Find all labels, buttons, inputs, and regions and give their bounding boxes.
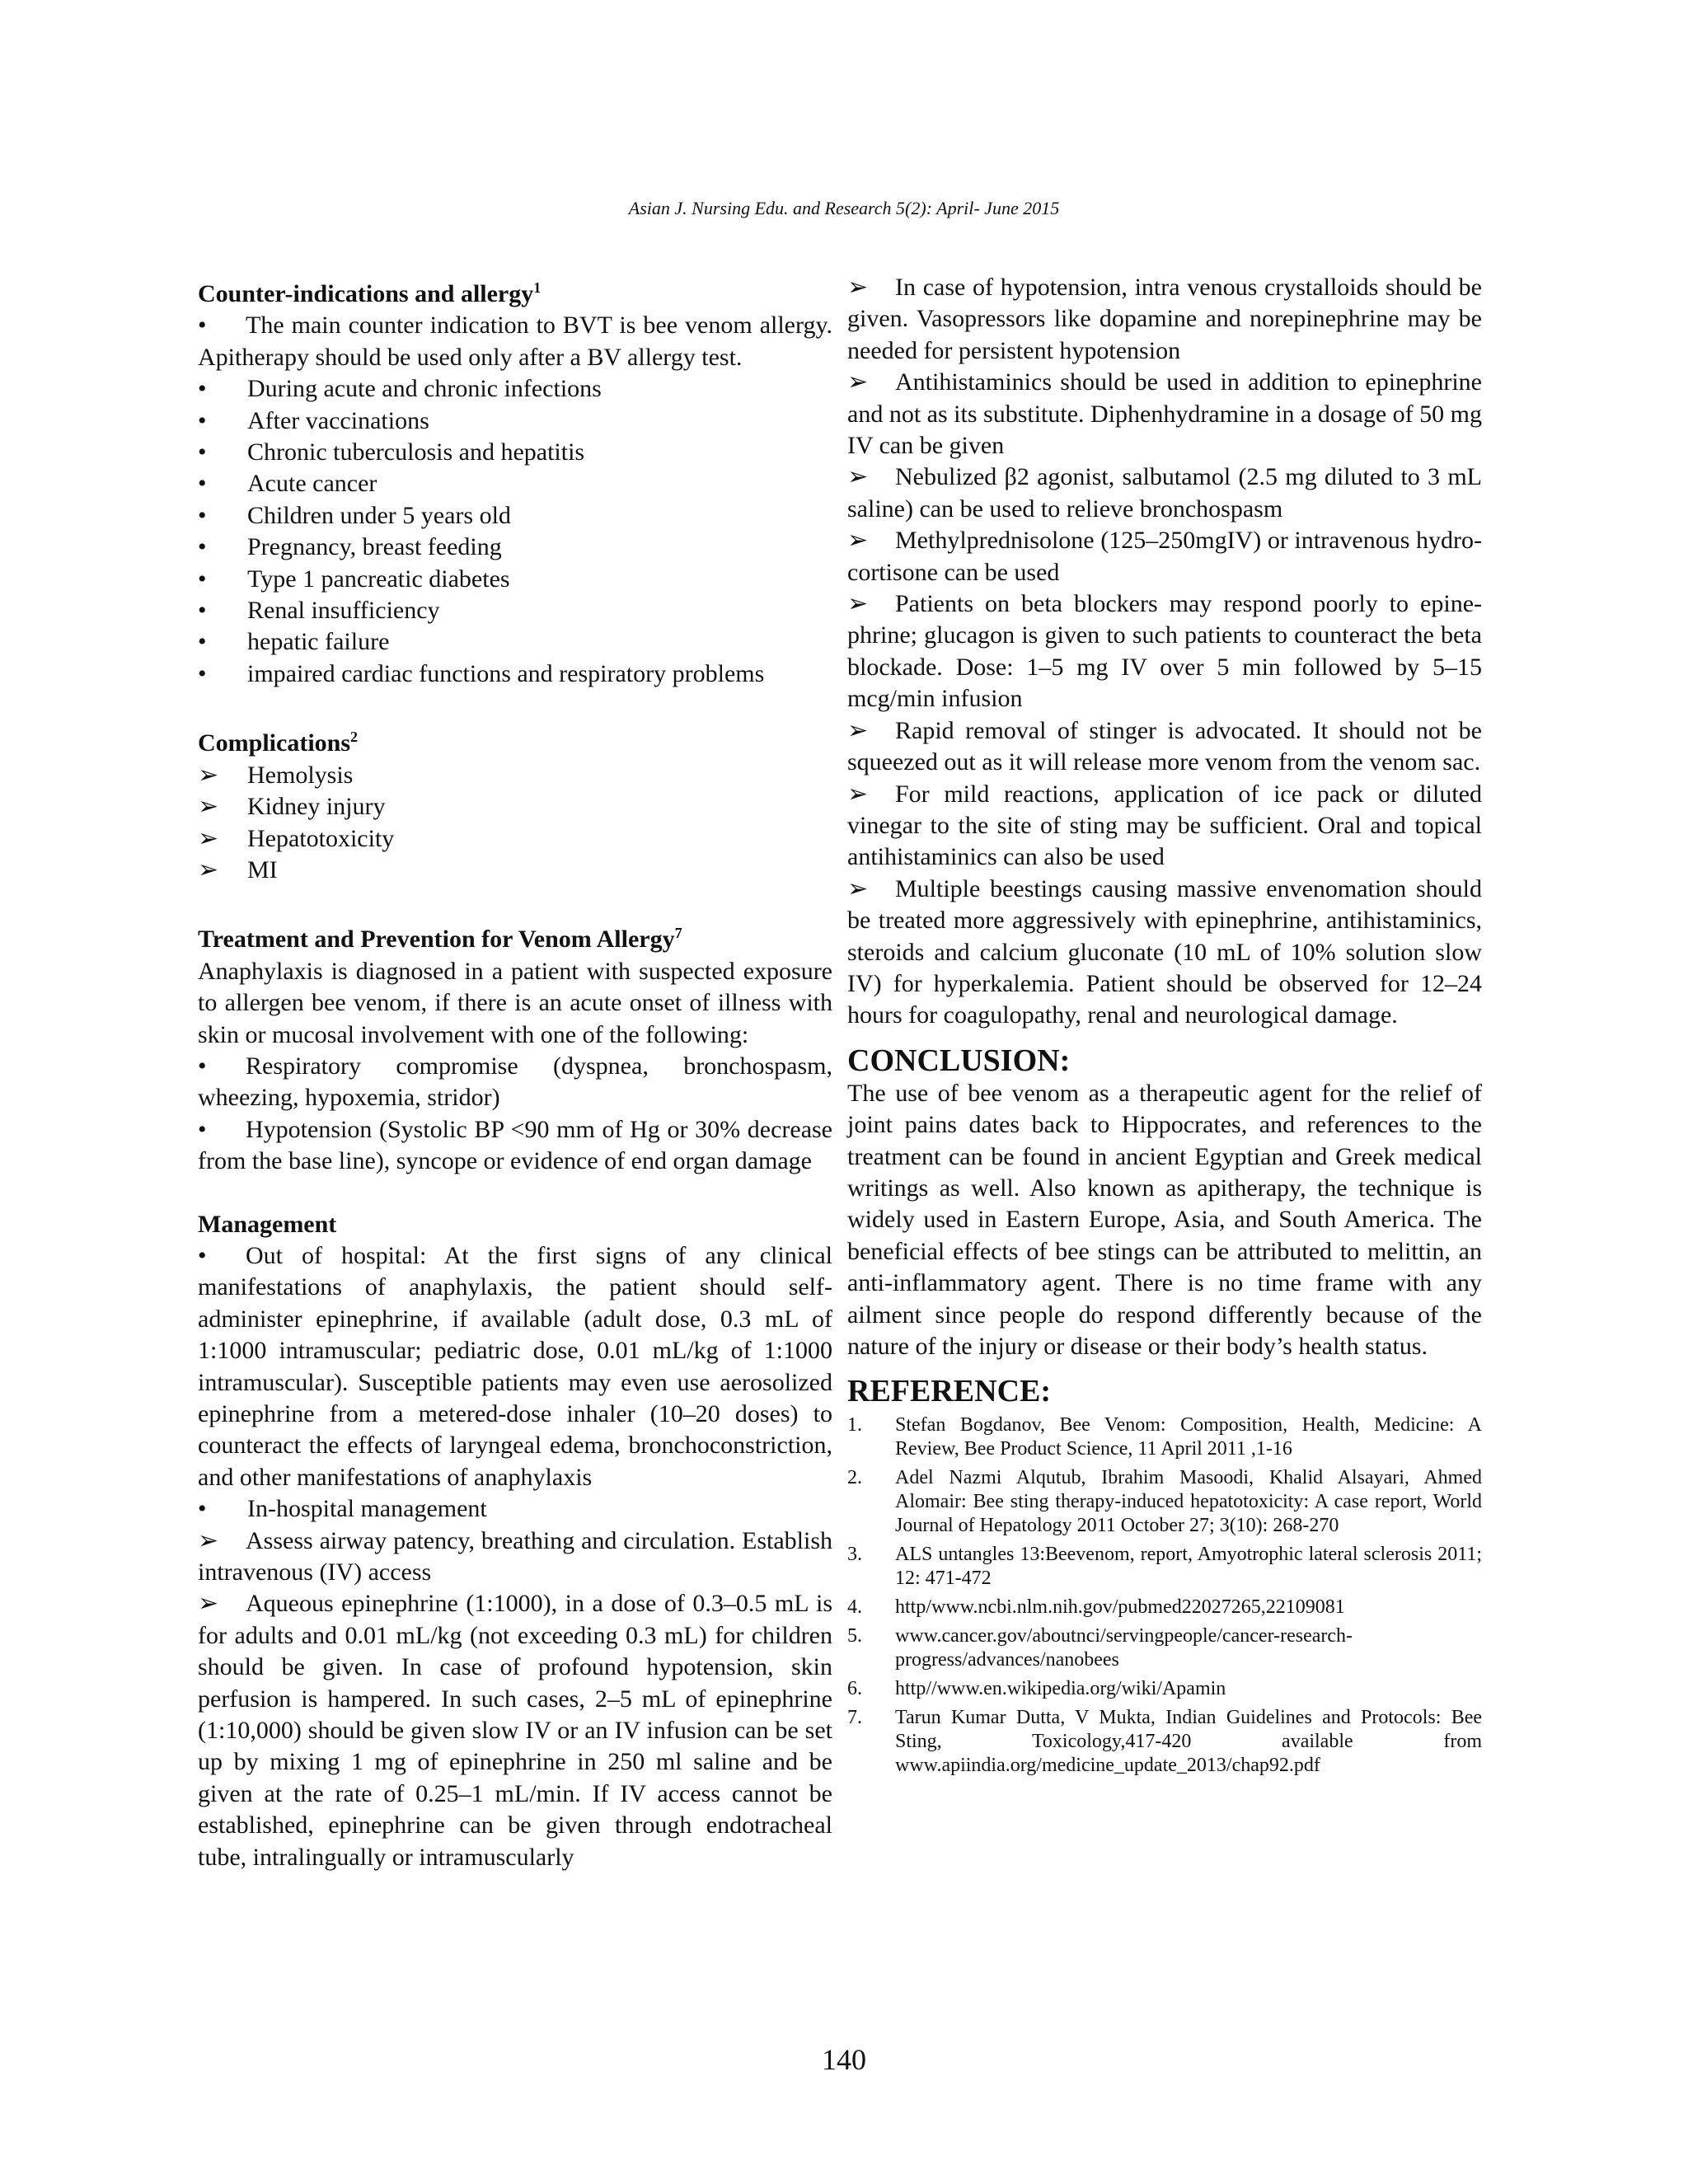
arrow-bullet-icon: ➢ [847,527,869,555]
management-item-steroids: ➢ Methylprednisolone (125–250mgIV) or intravenous hydro- cortisone can be used [847,527,1482,586]
arrow-bullet-icon: ➢ [198,1590,219,1618]
reference-item: 6. http//www.en.wikipedia.org/wiki/Apamin [847,1678,1226,1700]
footnote-marker: 7 [674,925,682,942]
right-column [847,272,1482,1783]
list-item: • During acute and chronic infections [198,373,832,405]
bullet-icon: • [198,501,207,529]
reference-item: 1. Stefan Bogdanov, Bee Venom: Composition, Health, Medicine: A Review, Bee Product Science, 11 April 2011 ,1-16 [847,1414,1482,1460]
bullet-icon: • [198,565,207,593]
list-item: ➢ Kidney injury [198,791,832,823]
list-item: • hepatic failure [198,626,832,658]
bullet-icon: • [198,597,207,625]
management-item-nebulized: ➢ Nebulized β2 agonist, salbutamol (2.5 mg diluted to 3 mL saline) can be used to relieve bronchospasm [847,463,1482,523]
list-item: • Renal insufficiency [198,595,832,626]
arrow-bullet-icon: ➢ [847,874,869,902]
treatment-bullet-hypotension: • Hypotension (Systolic BP <90 mm of Hg or 30% decrease from the base line), syncope or evidence of end organ damage [198,1115,832,1175]
arrow-bullet-icon: ➢ [847,590,869,618]
list-item: • Acute cancer [198,468,832,499]
bullet-icon: • [198,470,207,498]
arrow-bullet-icon: ➢ [198,793,219,821]
reference-item: 5. www.cancer.gov/aboutnci/servingpeople/cancer-research-progress/advances/nanobees [847,1625,1353,1671]
list-item: • Chronic tuberculosis and hepatitis [198,437,832,468]
management-out-of-hospital: • Out of hospital: At the first signs of any clinical manifestations of anaphylaxis, the patient should self-administer epinephrine, if available (adult dose, 0.3 mL of 1:1000 intramuscular; pediatric dose, 0.01 mL/kg of 1:1000 intramuscular). Susceptible patients may even use aerosolized epinephrine from a metered-dose inhaler (10–20 doses) to counteract the effects of laryngeal edema, bronchoconstriction, and other manifestations of anaphylaxis [198,1241,832,1491]
management-aqueous-epinephrine: ➢ Aqueous epinephrine (1:1000), in a dose of 0.3–0.5 mL is for adults and 0.01 mL/kg (not exceeding 0.3 mL) for children should be given. In case of profound hypotension, skin perfusion is hampered. In such cases, 2–5 mL of epinephrine (1:10,000) should be given slow IV or an IV infusion can be set up by mixing 1 mg of epinephrine in 250 ml saline and be given at the rate of 0.25–1 mL/min. If IV access cannot be established, epinephrine can be given through endotracheal tube, intralingually or intramuscularly [198,1590,832,1871]
arrow-bullet-icon: ➢ [847,274,869,301]
list-item: • impaired cardiac functions and respiratory problems [198,658,832,690]
arrow-bullet-icon: ➢ [198,855,219,883]
reference-list [847,1413,1482,1778]
bullet-icon: • [198,1495,207,1523]
management-item-hypotension: ➢ In case of hypotension, intra venous crystalloids should be given. Vasopressors like dopamine and norepinephrine may be needed for persistent hypotension [847,274,1482,364]
arrow-bullet-icon: ➢ [847,716,869,744]
arrow-bullet-icon: ➢ [847,368,869,396]
management-heading: Management [198,1210,337,1238]
list-item: ➢ Hemolysis [198,760,832,791]
list-item: • Children under 5 years old [198,500,832,532]
list-item: • After vaccinations [198,405,832,437]
reference-item: 3. ALS untangles 13:Beevenom, report, Amyotrophic lateral sclerosis 2011; 12: 471-472 [847,1544,1482,1590]
running-head: Asian J. Nursing Edu. and Research 5(2): April- June 2015 [628,198,1060,218]
management-item-antihistaminics: ➢ Antihistaminics should be used in addition to epinephrine and not as its substitute. Diphenhydramine in a dosage of 50 mg IV can be given [847,368,1482,460]
footnote-marker: 1 [533,279,542,296]
bullet-icon: • [198,406,207,434]
bullet-icon: • [198,533,207,561]
management-item-mild-reactions: ➢ For mild reactions, application of ice pack or diluted vinegar to the site of sting may be sufficient. Oral and topical antihistaminics can also be used [847,780,1482,871]
footnote-marker: 2 [350,729,359,746]
list-item: • Type 1 pancreatic diabetes [198,564,832,595]
bullet-icon: • [198,1241,207,1269]
counter-indications-heading: Counter-indications and allergy$^1$ [198,279,542,307]
management-item-stinger: ➢ Rapid removal of stinger is advocated. It should not be squeezed out as it will release more venom from the venom sac. [847,716,1482,776]
bullet-icon: • [198,628,207,656]
reference-item: 2. Adel Nazmi Alqutub, Ibrahim Masoodi, Khalid Alsayari, Ahmed Alomair: Bee sting therapy-induced hepatotoxicity: A case report, World Journal of Hepatology 2011 October 27; 3(10): 268-270 [847,1467,1482,1537]
bullet-icon: • [198,659,207,687]
reference-heading: REFERENCE: [847,1374,1052,1409]
bullet-icon: • [198,438,207,466]
conclusion-text: The use of bee venom as a therapeutic agent for the relief of joint pains dates back to Hippocrates, and references to the treatment can be found in ancient Egyptian and Greek medical writings as well. Also known as apitherapy, the technique is widely used in Eastern Europe, Asia, and South America. The beneficial effects of bee stings can be attributed to melittin, an anti-inflammatory agent. There is no time frame with any ailment since people do respond differently because of the nature of the injury or disease or their body’s health status. [847,1079,1482,1360]
list-item: ➢ Hepatotoxicity [198,823,832,855]
management-item-multiple-stings: ➢ Multiple beestings causing massive envenomation should be treated more aggressively with epinephrine, antihistaminics, steroids and calcium gluconate (10 mL of 10% solution slow IV) for hyperkalemia. Patient should be observed for 12–24 hours for coagulopathy, renal and neurological damage. [847,874,1482,1029]
bullet-icon: • [198,375,207,403]
management-in-hospital: • In-hospital management [198,1493,832,1525]
bullet-icon: • [198,312,207,340]
bullet-icon: • [198,1052,207,1080]
conclusion-heading: CONCLUSION: [847,1043,1071,1078]
spacer [198,690,832,721]
complications-heading: Complications$^2$ [198,729,359,757]
reference-item: 4. http/www.ncbi.nlm.nih.gov/pubmed22027265,22109081 [847,1596,1345,1619]
list-item: • Pregnancy, breast feeding [198,532,832,563]
treatment-bullet-respiratory: • Respiratory compromise (dyspnea, bronchospasm, wheezing, hypoxemia, stridor) [198,1052,832,1112]
spacer [198,1178,832,1209]
reference-item: 7. Tarun Kumar Dutta, V Mukta, Indian Guidelines and Protocols: Bee Sting, Toxicology,417-420 available from www.apiindia.org/medicine_update_2013/chap92.pdf [847,1707,1482,1777]
arrow-bullet-icon: ➢ [198,761,219,789]
counter-indication-main: • The main counter indication to BVT is bee venom allergy. Apitherapy should be used only after a BV allergy test. [198,312,832,371]
bullet-icon: • [198,1115,207,1143]
arrow-bullet-icon: ➢ [847,780,869,808]
spacer [198,886,832,917]
arrow-bullet-icon: ➢ [198,1526,219,1554]
left-column [198,272,832,1873]
page-number: 140 [822,2043,866,2076]
arrow-bullet-icon: ➢ [847,463,869,491]
treatment-heading: Treatment and Prevention for Venom Allergy$^7$ [198,925,682,954]
treatment-intro: Anaphylaxis is diagnosed in a patient with suspected exposure to allergen bee venom, if there is an acute onset of illness with skin or mucosal involvement with one of the following: [198,957,832,1048]
list-item: ➢ MI [198,855,832,886]
arrow-bullet-icon: ➢ [198,824,219,852]
management-assess: ➢ Assess airway patency, breathing and circulation. Establish intravenous (IV) access [198,1526,832,1586]
management-item-beta-blockers: ➢ Patients on beta blockers may respond poorly to epine-phrine; glucagon is given to such patients to counteract the beta blockade. Dose: 1–5 mg IV over 5 min followed by 5–15 mcg/min infusion [847,590,1482,713]
